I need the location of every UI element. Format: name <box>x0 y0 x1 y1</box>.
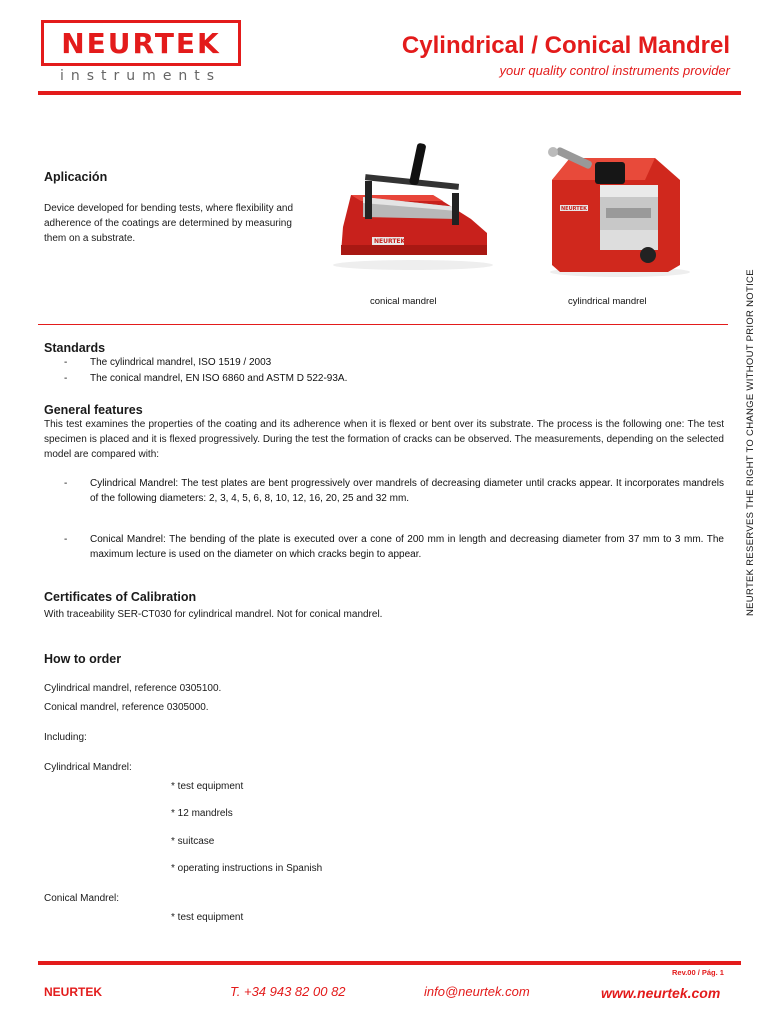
footer-website-link[interactable]: www.neurtek.com <box>601 985 721 1001</box>
order-cyl-item: * operating instructions in Spanish <box>171 863 323 874</box>
aplicacion-text: Device developed for bending tests, where flexibility and adherence of the coatings are determined by measuring them on a substrate. <box>44 203 294 244</box>
conical-mandrel-image <box>325 135 500 275</box>
order-conical-label: Conical Mandrel: <box>44 893 120 904</box>
bullet-dash: - <box>64 478 68 489</box>
certificates-heading: Certificates of Calibration <box>44 590 197 604</box>
general-features-intro: This test examines the properties of the coating and its adherence when it is flexed or bent over its substrate. The process is the following one: The test specimen is placed and it is flexed progressively. During the test the formation of cracks can be observed. The measurements, depending on the selected model are compared with: <box>44 419 724 460</box>
feature-item <box>64 476 724 506</box>
footer-divider <box>38 961 741 965</box>
order-including: Including: <box>44 732 87 743</box>
side-disclaimer: NEURTEK RESERVES THE RIGHT TO CHANGE WITHOUT PRIOR NOTICE <box>745 269 756 616</box>
standards-item <box>64 371 664 386</box>
feature-item <box>64 532 724 562</box>
general-features-heading: General features <box>44 403 143 417</box>
document-title: Cylindrical / Conical Mandrel <box>401 32 730 59</box>
feature-item-text: Cylindrical Mandrel: The test plates are bent progressively over mandrels of decreasing diameter until cracks appear. It incorporates mandrels of the following diameters: 2, 3, 4, 5, 6, 8, 10, 12, 16, 20, 25 and 32 mm. <box>90 478 724 504</box>
logo-subtext: instruments <box>60 68 222 84</box>
order-con-item: * test equipment <box>171 912 244 923</box>
certificates-text: With traceability SER-CT030 for cylindrical mandrel. Not for conical mandrel. <box>44 609 383 620</box>
order-cylindrical-label: Cylindrical Mandrel: <box>44 762 132 773</box>
standards-item-text: The cylindrical mandrel, ISO 1519 / 2003 <box>90 357 272 368</box>
footer-phone: T. +34 943 82 00 82 <box>230 984 346 999</box>
standards-item-text: The conical mandrel, EN ISO 6860 and ASTM D 522-93A. <box>90 373 348 384</box>
cylindrical-caption: cylindrical mandrel <box>568 296 647 307</box>
cylindrical-mandrel-image <box>540 140 690 280</box>
bullet-dash: - <box>64 357 68 368</box>
standards-item <box>64 355 664 370</box>
logo-text: NEURTEK <box>61 26 221 60</box>
footer-email-link[interactable]: info@neurtek.com <box>424 984 530 999</box>
order-cyl-item: * suitcase <box>171 836 215 847</box>
revision-page: Rev.00 / Pág. 1 <box>672 968 724 977</box>
aplicacion-heading: Aplicación <box>44 170 108 184</box>
cylindrical-nameplate: NEURTEK <box>561 206 587 212</box>
footer-company: NEURTEK <box>44 985 103 999</box>
bullet-dash: - <box>64 373 68 384</box>
order-ref-cylindrical: Cylindrical mandrel, reference 0305100. <box>44 683 222 694</box>
order-cyl-item: * test equipment <box>171 781 244 792</box>
conical-nameplate: NEURTEK <box>374 238 406 245</box>
how-to-order-heading: How to order <box>44 652 122 666</box>
feature-item-text: Conical Mandrel: The bending of the plate is executed over a cone of 200 mm in length and decreasing diameter from 37 mm to 3 mm. The maximum lecture is used on the diameter on which cracks begin to appear. <box>90 534 724 560</box>
order-cyl-item: * 12 mandrels <box>171 808 233 819</box>
standards-heading: Standards <box>44 341 106 355</box>
conical-caption: conical mandrel <box>370 296 437 307</box>
order-ref-conical: Conical mandrel, reference 0305000. <box>44 702 209 713</box>
neurtek-logo <box>41 20 241 66</box>
document-subtitle: your quality control instruments provider <box>499 63 730 78</box>
bullet-dash: - <box>64 534 68 545</box>
section-divider <box>38 324 728 325</box>
header-divider <box>38 91 741 95</box>
